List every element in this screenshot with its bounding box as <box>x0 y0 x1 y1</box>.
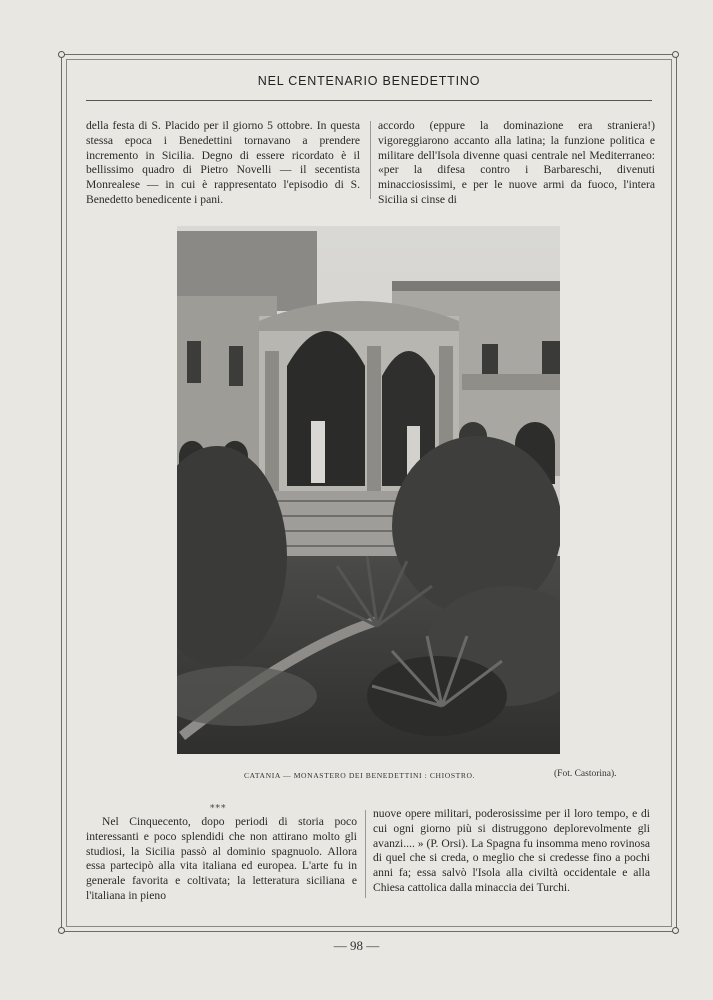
paragraph: nuove opere militari, poderosissime per il loro tempo, e di cui ogni giorno più si distruggono deplorevolmente gli avanzi.... » (P. Orsi). La Spagna fu insomma meno rovinosa di quel che si creda, o meglio che si credesse fino a pochi anni fa; essa salvò l'Isola alla civiltà occidentale e alla Chiesa cattolica dalla minaccia dei Turchi. <box>373 807 650 894</box>
paragraph: della festa di S. Placido per il giorno 5 ottobre. In questa stessa epoca i Benedettini tornavano a prendere incremento in Sicilia. Degno di essere ricordato è il bellissimo quadro di Pietro Novelli — il secentista Monrealese — in cui è rappresentato l'episodio di S. Benedetto benedicente i pani. <box>86 119 360 206</box>
bottom-right-column <box>373 807 650 896</box>
page-number: — 98 — <box>333 938 380 953</box>
top-left-column <box>86 119 360 208</box>
top-right-column <box>378 119 655 208</box>
frame-corner-ornament <box>58 927 65 934</box>
frame-corner-ornament <box>58 51 65 58</box>
figure-caption: CATANIA — MONASTERO DEI BENEDETTINI : CHIOSTRO. <box>244 771 476 780</box>
bottom-left-column <box>86 815 357 904</box>
column-divider <box>365 810 366 898</box>
frame-corner-ornament <box>672 927 679 934</box>
frame-corner-ornament <box>672 51 679 58</box>
column-divider <box>370 121 371 199</box>
header-rule <box>86 100 652 101</box>
photo-credit: (Fot. Castorina). <box>554 769 617 779</box>
paragraph: Nel Cinquecento, dopo periodi di storia poco interessanti e poco splendidi che non attirano molto gli studiosi, la Sicilia passò al dominio spagnuolo. Allora essa partecipò alla vita italiana ed europea. L'arte fu in generale favorita e coltivata; la letteratura siciliana e l'italiana in pieno <box>86 815 357 902</box>
running-header: NEL CENTENARIO BENEDETTINO <box>257 74 481 88</box>
cloister-photograph <box>177 226 560 754</box>
paragraph: accordo (eppure la dominazione era straniera!) vigoreggiarono accanto alla latina; la funzione politica e militare dell'Isola divenne quasi centrale nel Mediterraneo: «per la difesa contro i Barbareschi, divenuti minacciosissimi, e per le nuove armi da fuoco, l'intera Sicilia si cinse di <box>378 119 655 206</box>
section-break: *** <box>210 804 227 814</box>
